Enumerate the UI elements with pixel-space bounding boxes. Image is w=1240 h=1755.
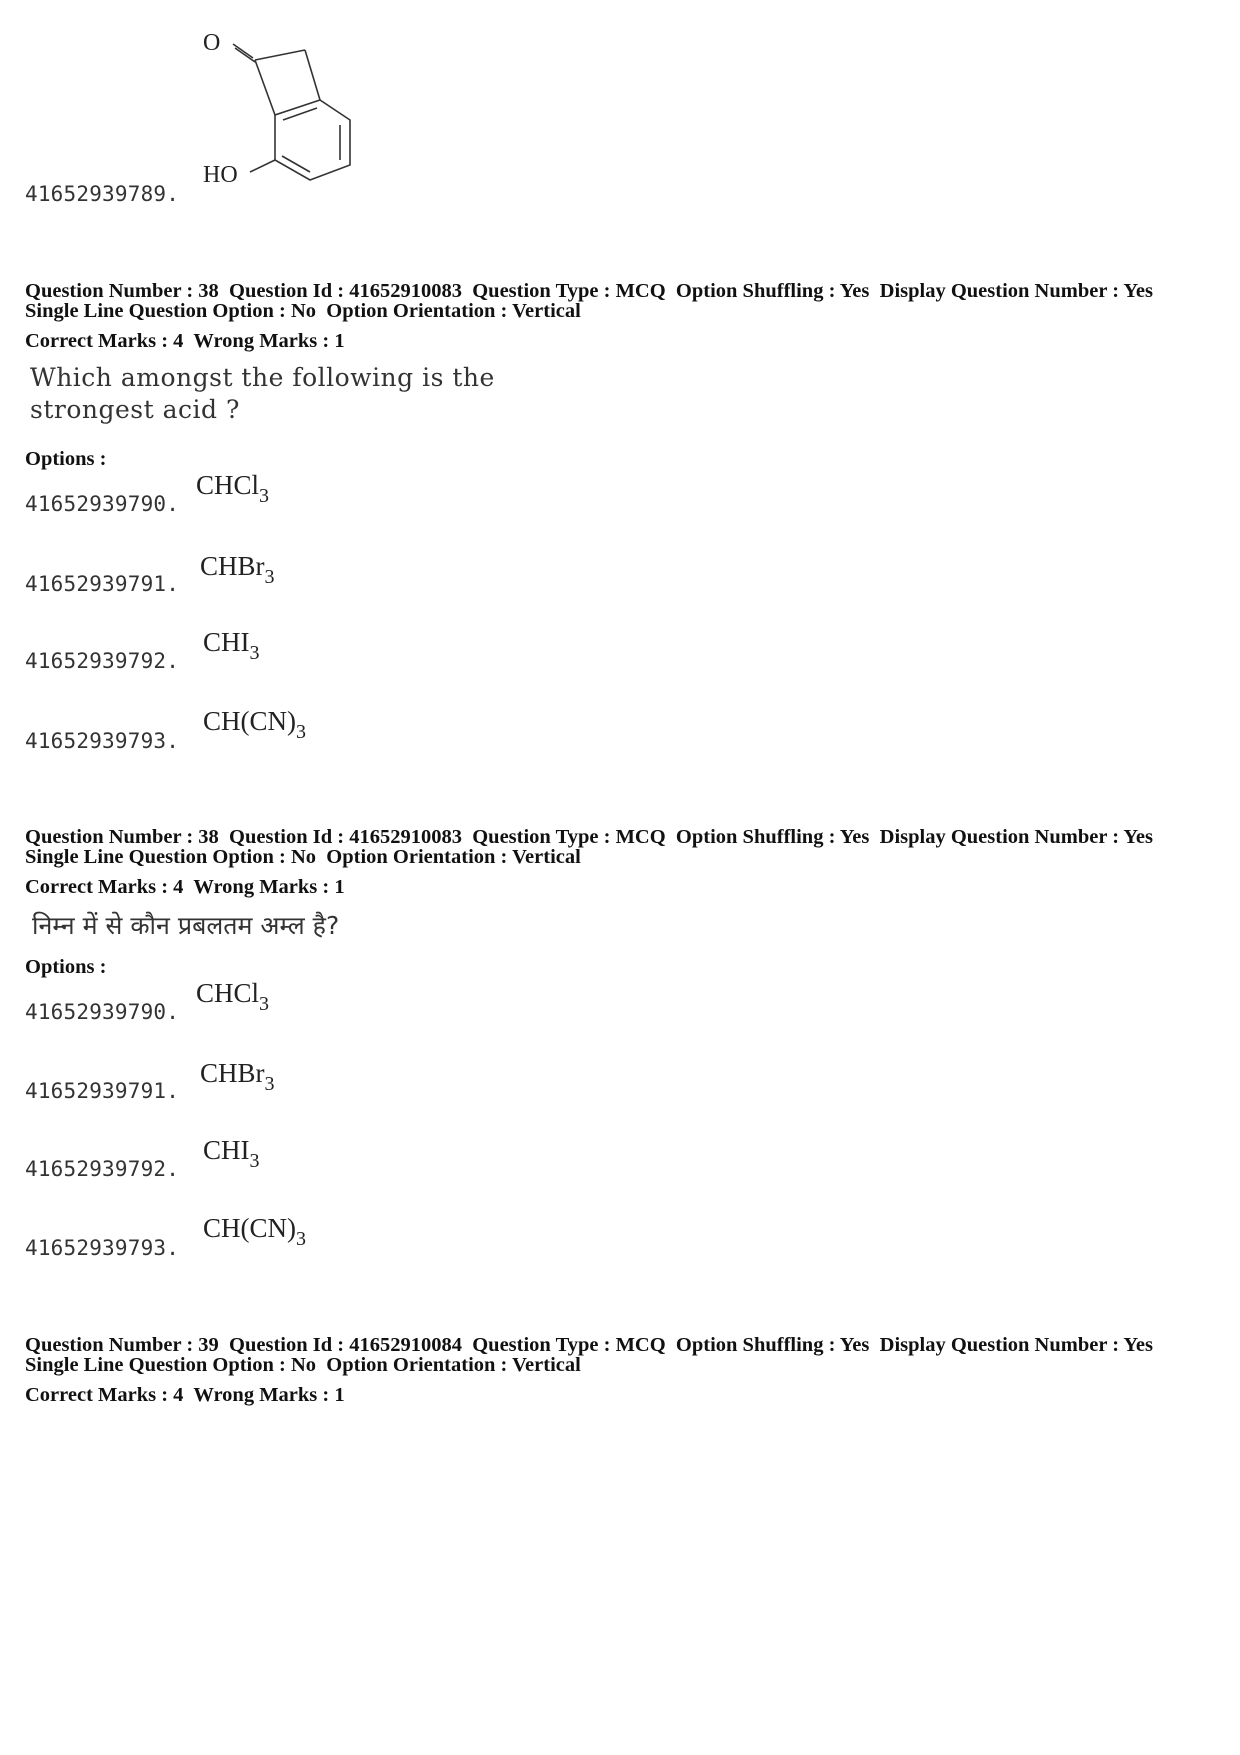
aromatic-bond-line xyxy=(282,156,310,172)
marks-info: Correct Marks : 4 Wrong Marks : 1 xyxy=(25,876,345,898)
question-text xyxy=(30,362,495,426)
option-id: 41652939792. xyxy=(25,649,180,673)
option-id: 41652939790. xyxy=(25,1000,180,1024)
options-label: Options : xyxy=(25,448,107,470)
marks-info: Correct Marks : 4 Wrong Marks : 1 xyxy=(25,330,345,352)
option-id: 41652939790. xyxy=(25,492,180,516)
option-formula xyxy=(196,978,270,1015)
double-bond-line xyxy=(235,48,255,62)
option-formula xyxy=(196,470,270,507)
option-id: 41652939793. xyxy=(25,1236,180,1260)
hydroxy-indanone-structure xyxy=(195,20,395,195)
formula-main: CHBr xyxy=(200,1058,265,1088)
oxygen-label: O xyxy=(203,30,221,56)
option-formula xyxy=(203,706,306,743)
option-formula xyxy=(203,627,260,664)
question-meta-line1: Question Number : 38 Question Id : 41652910083 Question Type : MCQ Option Shuffling : Yes Display Question Number : Yes xyxy=(25,280,1153,302)
hydroxyl-bond-line xyxy=(250,160,275,172)
formula-main: CHBr xyxy=(200,551,265,581)
formula-subscript: 3 xyxy=(259,993,270,1015)
question-meta-line2: Single Line Question Option : No Option Orientation : Vertical xyxy=(25,300,581,322)
question-meta-line1: Question Number : 38 Question Id : 41652910083 Question Type : MCQ Option Shuffling : Yes Display Question Number : Yes xyxy=(25,826,1153,848)
option-id: 41652939792. xyxy=(25,1157,180,1181)
formula-main: CHI xyxy=(203,627,250,657)
question-text: निम्न में से कौन प्रबलतम अम्ल है? xyxy=(32,911,340,940)
benzene-ring xyxy=(275,100,350,180)
hydroxyl-label: HO xyxy=(203,162,238,188)
formula-subscript: 3 xyxy=(296,1228,306,1250)
bond-line xyxy=(305,50,320,100)
option-id: 41652939791. xyxy=(25,572,180,596)
formula-subscript: 3 xyxy=(249,1150,260,1172)
option-id: 41652939791. xyxy=(25,1079,180,1103)
formula-main: CH(CN) xyxy=(203,1213,296,1243)
option-formula xyxy=(203,1135,260,1172)
question-text-line: strongest acid ? xyxy=(30,395,240,424)
question-meta-line2: Single Line Question Option : No Option Orientation : Vertical xyxy=(25,846,581,868)
option-id: 41652939789. xyxy=(25,182,180,206)
option-id: 41652939793. xyxy=(25,729,180,753)
options-label: Options : xyxy=(25,956,107,978)
formula-subscript: 3 xyxy=(296,721,306,743)
option-formula xyxy=(200,1058,275,1095)
option-structure-image xyxy=(195,20,395,195)
formula-subscript: 3 xyxy=(264,566,275,588)
formula-subscript: 3 xyxy=(264,1073,275,1095)
bond-line xyxy=(255,60,275,115)
option-formula xyxy=(203,1213,306,1250)
formula-subscript: 3 xyxy=(249,642,260,664)
question-meta-line1: Question Number : 39 Question Id : 41652910084 Question Type : MCQ Option Shuffling : Yes Display Question Number : Yes xyxy=(25,1334,1153,1356)
formula-main: CHI xyxy=(203,1135,250,1165)
question-meta-line2: Single Line Question Option : No Option Orientation : Vertical xyxy=(25,1354,581,1376)
question-text-line: Which amongst the following is the xyxy=(30,363,495,392)
option-formula xyxy=(200,551,275,588)
formula-subscript: 3 xyxy=(259,485,270,507)
formula-main: CHCl xyxy=(196,978,260,1008)
double-bond-line xyxy=(233,44,253,58)
marks-info: Correct Marks : 4 Wrong Marks : 1 xyxy=(25,1384,345,1406)
formula-main: CH(CN) xyxy=(203,706,296,736)
bond-line xyxy=(255,50,305,60)
formula-main: CHCl xyxy=(196,470,260,500)
